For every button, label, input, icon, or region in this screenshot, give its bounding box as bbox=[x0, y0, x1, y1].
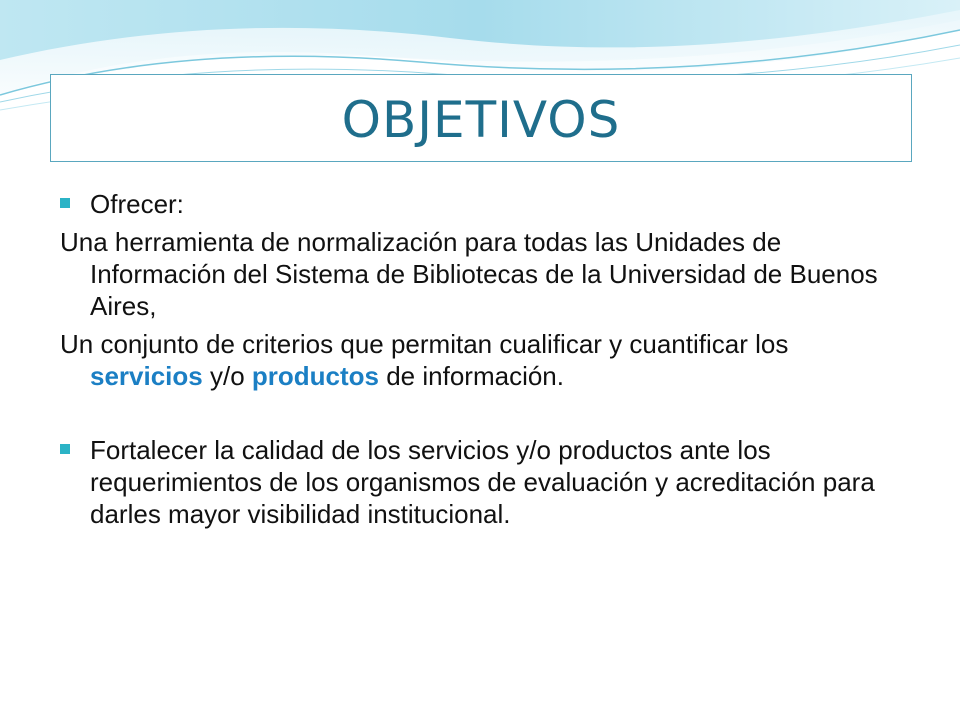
highlight-productos: productos bbox=[251, 361, 379, 391]
title-box bbox=[50, 74, 912, 162]
paragraph-criterios bbox=[60, 328, 900, 392]
bullet-fortalecer bbox=[60, 434, 900, 530]
bullet-fortalecer-text: Fortalecer la calidad de los servicios y/o productos ante los requerimientos de los organismos de evaluación y acreditación para darles mayor visibilidad institucional. bbox=[90, 435, 875, 529]
square-bullet-icon bbox=[60, 198, 70, 208]
paragraph-criterios-middle: y/o bbox=[202, 361, 252, 391]
slide-content bbox=[60, 188, 900, 530]
paragraph-herramienta: Una herramienta de normalización para todas las Unidades de Información del Sistema de Bibliotecas de la Universidad de Buenos Aires, bbox=[60, 227, 878, 321]
paragraph-criterios-end: de información. bbox=[379, 361, 564, 391]
highlight-servicios: servicios bbox=[90, 361, 203, 391]
bullet-ofrecer-text: Ofrecer: bbox=[90, 189, 184, 219]
paragraph-criterios-start: Un conjunto de criterios que permitan cualificar y cuantificar los bbox=[60, 329, 789, 359]
slide-title: OBJETIVOS bbox=[341, 91, 621, 149]
square-bullet-icon bbox=[60, 444, 70, 454]
bullet-ofrecer bbox=[60, 188, 900, 220]
